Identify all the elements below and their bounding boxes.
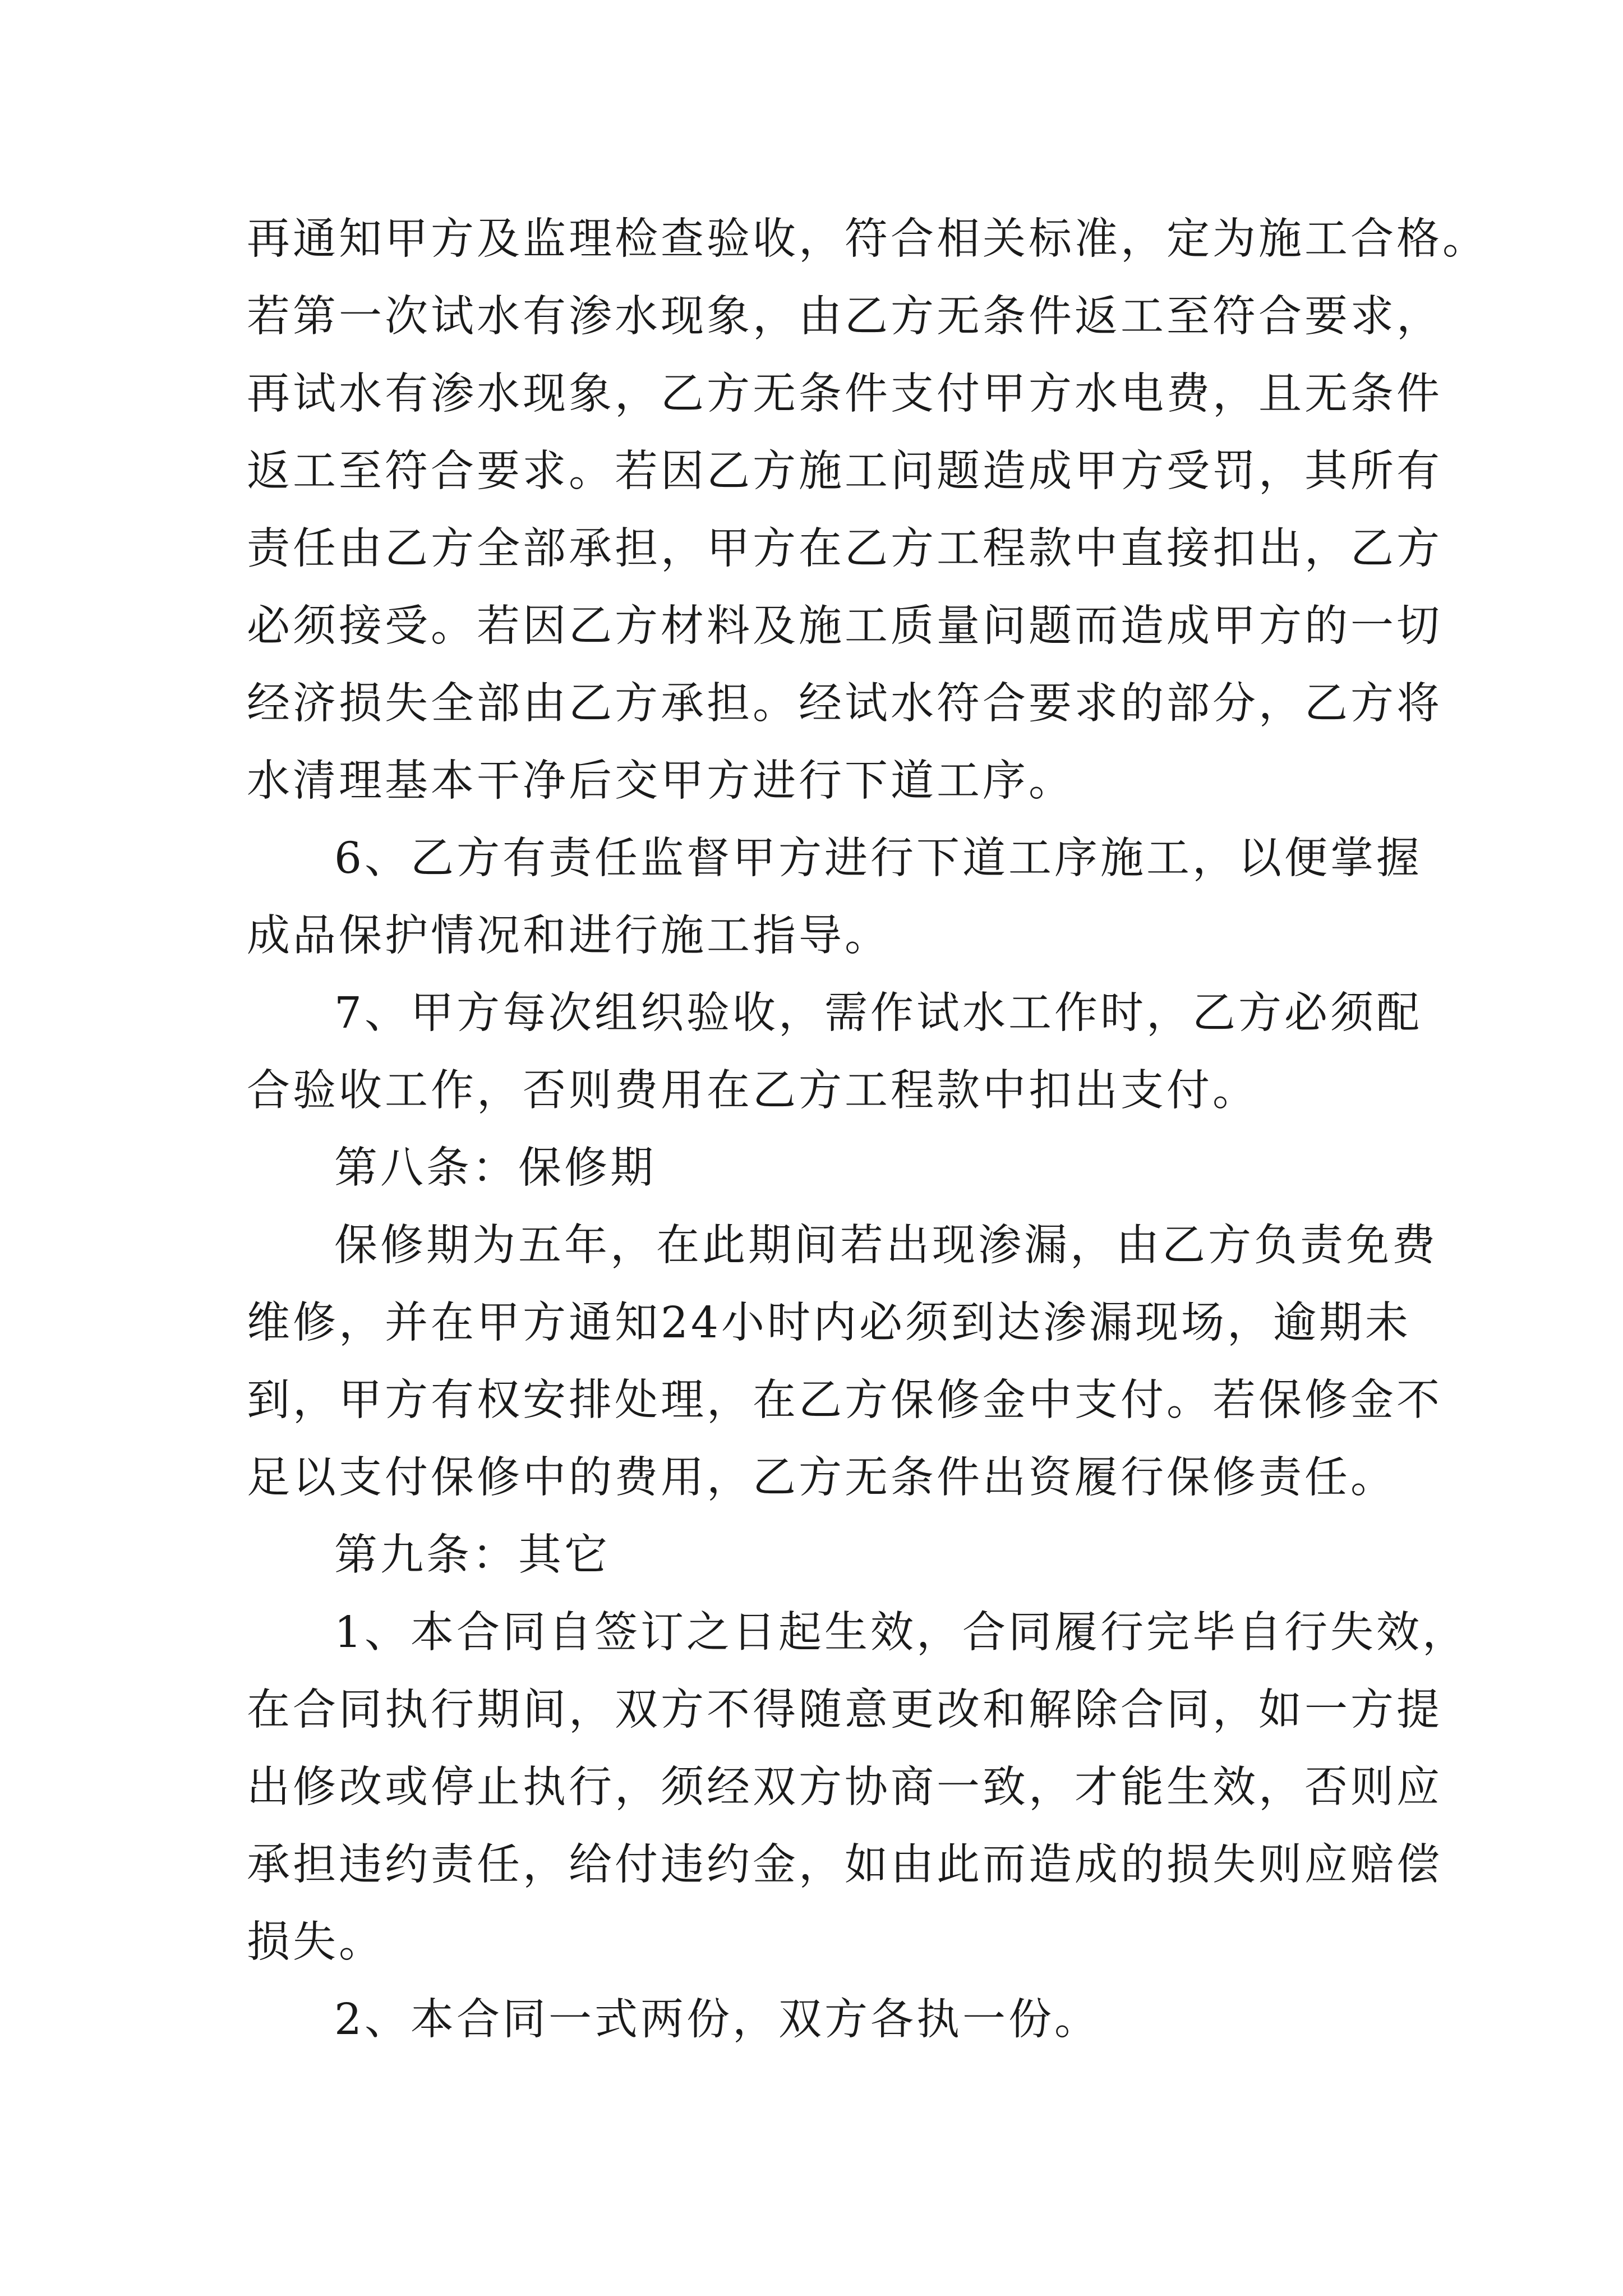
text-line: 责任由乙方全部承担，甲方在乙方工程款中直接扣出，乙方 [247, 524, 1442, 574]
text-line: 在合同执行期间，双方不得随意更改和解除合同，如一方提 [247, 1685, 1442, 1735]
text-line: 成品保护情况和进行施工指导。 [247, 911, 891, 961]
section-heading: 第八条：保修期 [334, 1143, 656, 1193]
paragraph-first-line: 7、甲方每次组织验收，需作试水工作时，乙方必须配 [334, 988, 1422, 1038]
text-line: 承担违约责任，给付违约金，如由此而造成的损失则应赔偿 [247, 1840, 1442, 1890]
text-line: 经济损失全部由乙方承担。经试水符合要求的部分，乙方将 [247, 679, 1442, 729]
text-line: 若第一次试水有渗水现象，由乙方无条件返工至符合要求， [247, 292, 1442, 342]
text-line: 足以支付保修中的费用，乙方无条件出资履行保修责任。 [247, 1453, 1396, 1503]
text-line: 合验收工作，否则费用在乙方工程款中扣出支付。 [247, 1066, 1258, 1116]
text-line: 水清理基本干净后交甲方进行下道工序。 [247, 756, 1075, 806]
text-line: 损失。 [247, 1917, 385, 1967]
text-line: 到，甲方有权安排处理，在乙方保修金中支付。若保修金不 [247, 1375, 1442, 1425]
text-line: 必须接受。若因乙方材料及施工质量问题而造成甲方的一切 [247, 601, 1442, 651]
text-line: 出修改或停止执行，须经双方协商一致，才能生效，否则应 [247, 1763, 1442, 1812]
section-heading: 第九条：其它 [334, 1530, 610, 1580]
text-line: 维修，并在甲方通知24小时内必须到达渗漏现场，逾期未 [247, 1298, 1411, 1348]
paragraph-first-line: 保修期为五年，在此期间若出现渗漏，由乙方负责免费 [334, 1221, 1438, 1271]
text-line: 再通知甲方及监理检查验收，符合相关标准，定为施工合格。 [247, 214, 1488, 264]
paragraph-first-line: 1、本合同自签订之日起生效，合同履行完毕自行失效， [334, 1608, 1468, 1658]
paragraph-first-line: 6、乙方有责任监督甲方进行下道工序施工，以便掌握 [334, 834, 1422, 884]
paragraph-first-line: 2、本合同一式两份，双方各执一份。 [334, 1995, 1100, 2045]
text-line: 返工至符合要求。若因乙方施工问题造成甲方受罚，其所有 [247, 447, 1442, 496]
text-line: 再试水有渗水现象，乙方无条件支付甲方水电费，且无条件 [247, 369, 1442, 419]
